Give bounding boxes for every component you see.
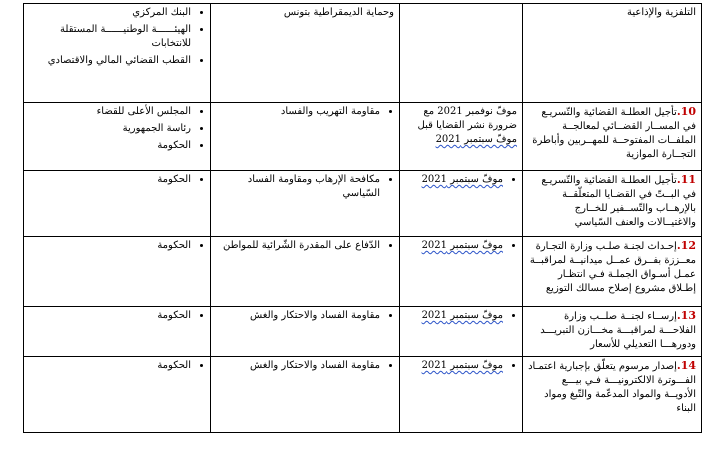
list-item: • الحكومة bbox=[29, 309, 191, 323]
list-item: • القطب القضائي المالي والاقتصادي bbox=[29, 54, 191, 68]
deadline-date: موفّ سبتمبر 2021 bbox=[435, 134, 517, 145]
goal-text: • مقاومة الفساد والاحتكار والغش bbox=[216, 309, 380, 323]
actors-cell bbox=[24, 171, 211, 237]
measure-text: إرســاء لجنــة صلــب وزارة الفلاحـــة لمراقبـــة مخـــازن التبريـــد ودورهـــا التعديلي للأسعار bbox=[540, 311, 696, 350]
goal-cell bbox=[211, 357, 400, 433]
actors-list bbox=[29, 359, 205, 373]
goal-text: • مكافحة الإرهاب ومقاومة الفساد السّياسي bbox=[216, 173, 380, 201]
date-cell bbox=[400, 103, 523, 171]
deadline-text: موفّ نوفمبر 2021 مع ضرورة نشر القضايا قبل bbox=[417, 106, 517, 131]
measure-cell bbox=[523, 103, 702, 171]
deadline-date: موفّ سبتمبر 2021 bbox=[421, 240, 503, 251]
goal-cell bbox=[211, 4, 400, 103]
deadline-date: موفّ سبتمبر 2021 bbox=[421, 174, 503, 185]
goal-cell bbox=[211, 171, 400, 237]
actors-list bbox=[29, 309, 205, 323]
measure-cell bbox=[523, 171, 702, 237]
actors-cell bbox=[24, 4, 211, 103]
measure-cell bbox=[523, 307, 702, 357]
table-row bbox=[24, 237, 702, 307]
table-row bbox=[24, 357, 702, 433]
actors-list bbox=[29, 105, 205, 153]
list-item: • الحكومة bbox=[29, 239, 191, 253]
list-item: • الحكومة bbox=[29, 173, 191, 187]
measure-cell bbox=[523, 357, 702, 433]
goal-cell bbox=[211, 103, 400, 171]
actors-cell bbox=[24, 357, 211, 433]
date-cell bbox=[400, 237, 523, 307]
actors-list bbox=[29, 239, 205, 253]
actors-cell bbox=[24, 307, 211, 357]
goal-text: وحماية الديمقراطية بتونس bbox=[283, 7, 394, 18]
measure-number: 11. bbox=[676, 173, 696, 186]
list-item: • المجلس الأعلى للقضاء bbox=[29, 105, 191, 119]
measure-text: تأجيل العطلـة القضائية والتّسريـع في البــتّ في القضـايا المتعلّقــة بالإرهــاب والتّســفير للخــارج والاغتيــالات والعنف السّياسي bbox=[541, 175, 696, 228]
deadline-date: موفّ سبتمبر 2021 bbox=[421, 360, 503, 371]
table-row bbox=[24, 4, 702, 103]
actors-list bbox=[29, 173, 205, 187]
list-item: • الحكومة bbox=[29, 139, 191, 153]
goal-cell bbox=[211, 307, 400, 357]
actors-cell bbox=[24, 103, 211, 171]
measure-text: تأجيل العطلـة القضائية والتّسريـع في المســار القضــائي لمعالجــة الملفــات المفتوحــة للمهــربين وأباطرة التجــارة الموازية bbox=[532, 107, 696, 160]
goal-text: • مقاومة التهريب والفساد bbox=[216, 105, 380, 119]
list-item: • رئاسة الجمهورية bbox=[29, 122, 191, 136]
measure-cell bbox=[523, 237, 702, 307]
date-cell bbox=[400, 307, 523, 357]
measure-text: إحـداث لجنـة صلـب وزارة التجـارة معــززة بفــرق عمــل ميدانيــة لمراقبــة عمـل أسـواق الجملـة فـي انتظـار إطـلاق مشروع إصلاح مسالك التوزيع bbox=[529, 241, 696, 294]
measure-number: 12. bbox=[676, 239, 696, 252]
measure-text: إصدار مرسوم يتعلّق بإجبارية اعتمـاد الفـــوترة الالكترونيـــة فـي بيـــع الأدويــة والمواد المدعّمة والتّبغ ومواد البناء bbox=[528, 361, 696, 414]
date-cell bbox=[400, 357, 523, 433]
measure-number: 14. bbox=[676, 359, 696, 372]
table-row bbox=[24, 103, 702, 171]
measure-number: 13. bbox=[676, 309, 696, 322]
measures-table bbox=[23, 3, 702, 433]
measure-number: 10. bbox=[676, 105, 696, 118]
list-item: • البنك المركزي bbox=[29, 6, 191, 20]
date-cell bbox=[400, 4, 523, 103]
list-item: • الحكومة bbox=[29, 359, 191, 373]
measure-cell bbox=[523, 4, 702, 103]
actors-list bbox=[29, 6, 205, 68]
goal-text: • مقاومة الفساد والاحتكار والغش bbox=[216, 359, 380, 373]
table-row bbox=[24, 307, 702, 357]
table-row bbox=[24, 171, 702, 237]
measure-text: التلفزية والإذاعية bbox=[627, 7, 696, 18]
goal-text: • الدّفاع على المقدرة الشّرائية للمواطن bbox=[216, 239, 380, 253]
goal-cell bbox=[211, 237, 400, 307]
actors-cell bbox=[24, 237, 211, 307]
list-item: • الهيئــــــة الوطنيــــــة المستقلة للانتخابات bbox=[29, 23, 191, 51]
deadline-date: موفّ سبتمبر 2021 bbox=[421, 310, 503, 321]
date-cell bbox=[400, 171, 523, 237]
